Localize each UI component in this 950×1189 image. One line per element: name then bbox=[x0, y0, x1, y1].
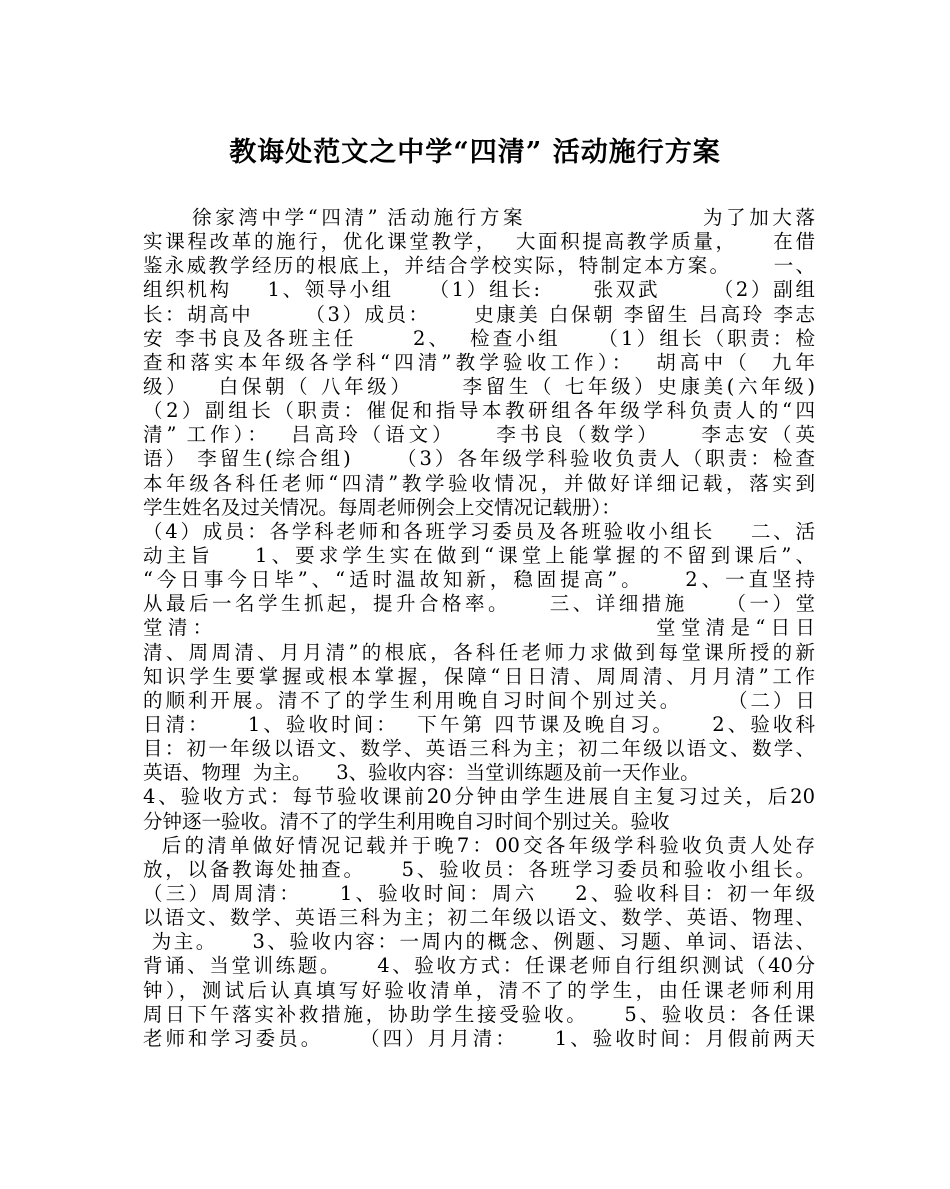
body-line: （三）周周清： 1、验收时间：周六 2、验收科目：初一年级 bbox=[143, 881, 815, 905]
body-line: 背诵、当堂训练题。 4、验收方式：任课老师自行组织测试（40分 bbox=[143, 954, 815, 978]
body-line: 级） 白保朝（ 八年级） 李留生（ 七年级）史康美(六年级) bbox=[143, 374, 815, 398]
body-line: 周日下午落实补救措施，协助学生接受验收。 5、验收员：各任课 bbox=[143, 1002, 815, 1026]
body-line: 后的清单做好情况记载并于晚7：00交各年级学科验收负责人处存 bbox=[143, 833, 815, 857]
body-line: 清、周周清、月月清”的根底，各科任老师力求做到每堂课所授的新 bbox=[143, 640, 815, 664]
body-line: 组织机构 1、领导小组 （1）组长: 张双武 （2）副组 bbox=[143, 278, 815, 302]
body-line: 为主。 3、验收内容：一周内的概念、例题、习题、单词、语法、 bbox=[143, 930, 815, 954]
body-line: 语） 李留生(综合组) （3）各年级学科验收负责人（职责：检查 bbox=[143, 447, 815, 471]
body-line: 目：初一年级以语文、数学、英语三科为主；初二年级以语文、数学、 bbox=[143, 737, 815, 761]
body-line: 堂清： 堂堂清是“日日 bbox=[143, 616, 815, 640]
body-line: 从最后一名学生抓起，提升合格率。 三、详细措施 （一）堂 bbox=[143, 592, 815, 616]
body-line: 放，以备教诲处抽查。 5、验收员：各班学习委员和验收小组长。 bbox=[143, 857, 815, 881]
body-line: 动主旨 1、要求学生实在做到“课堂上能掌握的不留到课后”、 bbox=[143, 543, 815, 567]
body-line: 鉴永威教学经历的根底上，并结合学校实际，特制定本方案。 一、 bbox=[143, 254, 815, 278]
body-line: 学生姓名及过关情况。每周老师例会上交情况记载册）： bbox=[143, 495, 621, 519]
body-line: 日清： 1、验收时间： 下午第 四节课及晚自习。 2、验收科 bbox=[143, 712, 815, 736]
body-line: 4、验收方式：每节验收课前20分钟由学生进展自主复习过关，后20 bbox=[143, 785, 815, 809]
body-line: “今日事今日毕”、“适时温故知新，稳固提高”。 2、一直坚持 bbox=[143, 568, 815, 592]
body-line: 钟），测试后认真填写好验收清单，清不了的学生，由任课老师利用 bbox=[143, 978, 815, 1002]
body-line: （2）副组长（职责：催促和指导本教研组各年级学科负责人的“四 bbox=[143, 399, 815, 423]
body-line: 实课程改革的施行，优化课堂教学， 大面积提高教学质量， 在借 bbox=[143, 230, 815, 254]
body-line: 安 李书良及各班主任 2、 检查小组 （1）组长（职责：检 bbox=[143, 326, 815, 350]
body-line: 老师和学习委员。 （四）月月清： 1、验收时间：月假前两天 bbox=[143, 1026, 815, 1050]
document-title: 教诲处范文之中学“四清” 活动施行方案 bbox=[229, 137, 721, 168]
body-line: 英语、物理 为主。 3、验收内容：当堂训练题及前一天作业。 bbox=[143, 761, 700, 785]
body-line: 分钟逐一验收。清不了的学生利用晚自习时间个别过关。验收 bbox=[143, 809, 670, 833]
body-line: 本年级各科任老师“四清”教学验收情况，并做好详细记载，落实到 bbox=[143, 471, 815, 495]
body-line: 的顺利开展。清不了的学生利用晚自习时间个别过关。 （二）日 bbox=[143, 688, 815, 712]
body-line: 清” 工作）： 吕高玲（语文） 李书良（数学） 李志安（英 bbox=[143, 423, 815, 447]
body-line: 以语文、数学、英语三科为主；初二年级以语文、数学、英语、物理、 bbox=[143, 906, 815, 930]
body-line: （4）成员：各学科老师和各班学习委员及各班验收小组长 二、活 bbox=[143, 519, 815, 543]
body-line: 徐家湾中学“四清” 活动施行方案 为了加大落 bbox=[143, 206, 815, 229]
body-line: 长：胡高中 （3）成员： 史康美 白保朝 李留生 吕高玲 李志 bbox=[143, 302, 815, 326]
body-line: 查和落实本年级各学科“四清”教学验收工作）： 胡高中（ 九年 bbox=[143, 350, 815, 374]
document-body bbox=[143, 206, 815, 1051]
body-line: 知识学生要掌握或根本掌握，保障“日日清、周周清、月月清”工作 bbox=[143, 664, 815, 688]
